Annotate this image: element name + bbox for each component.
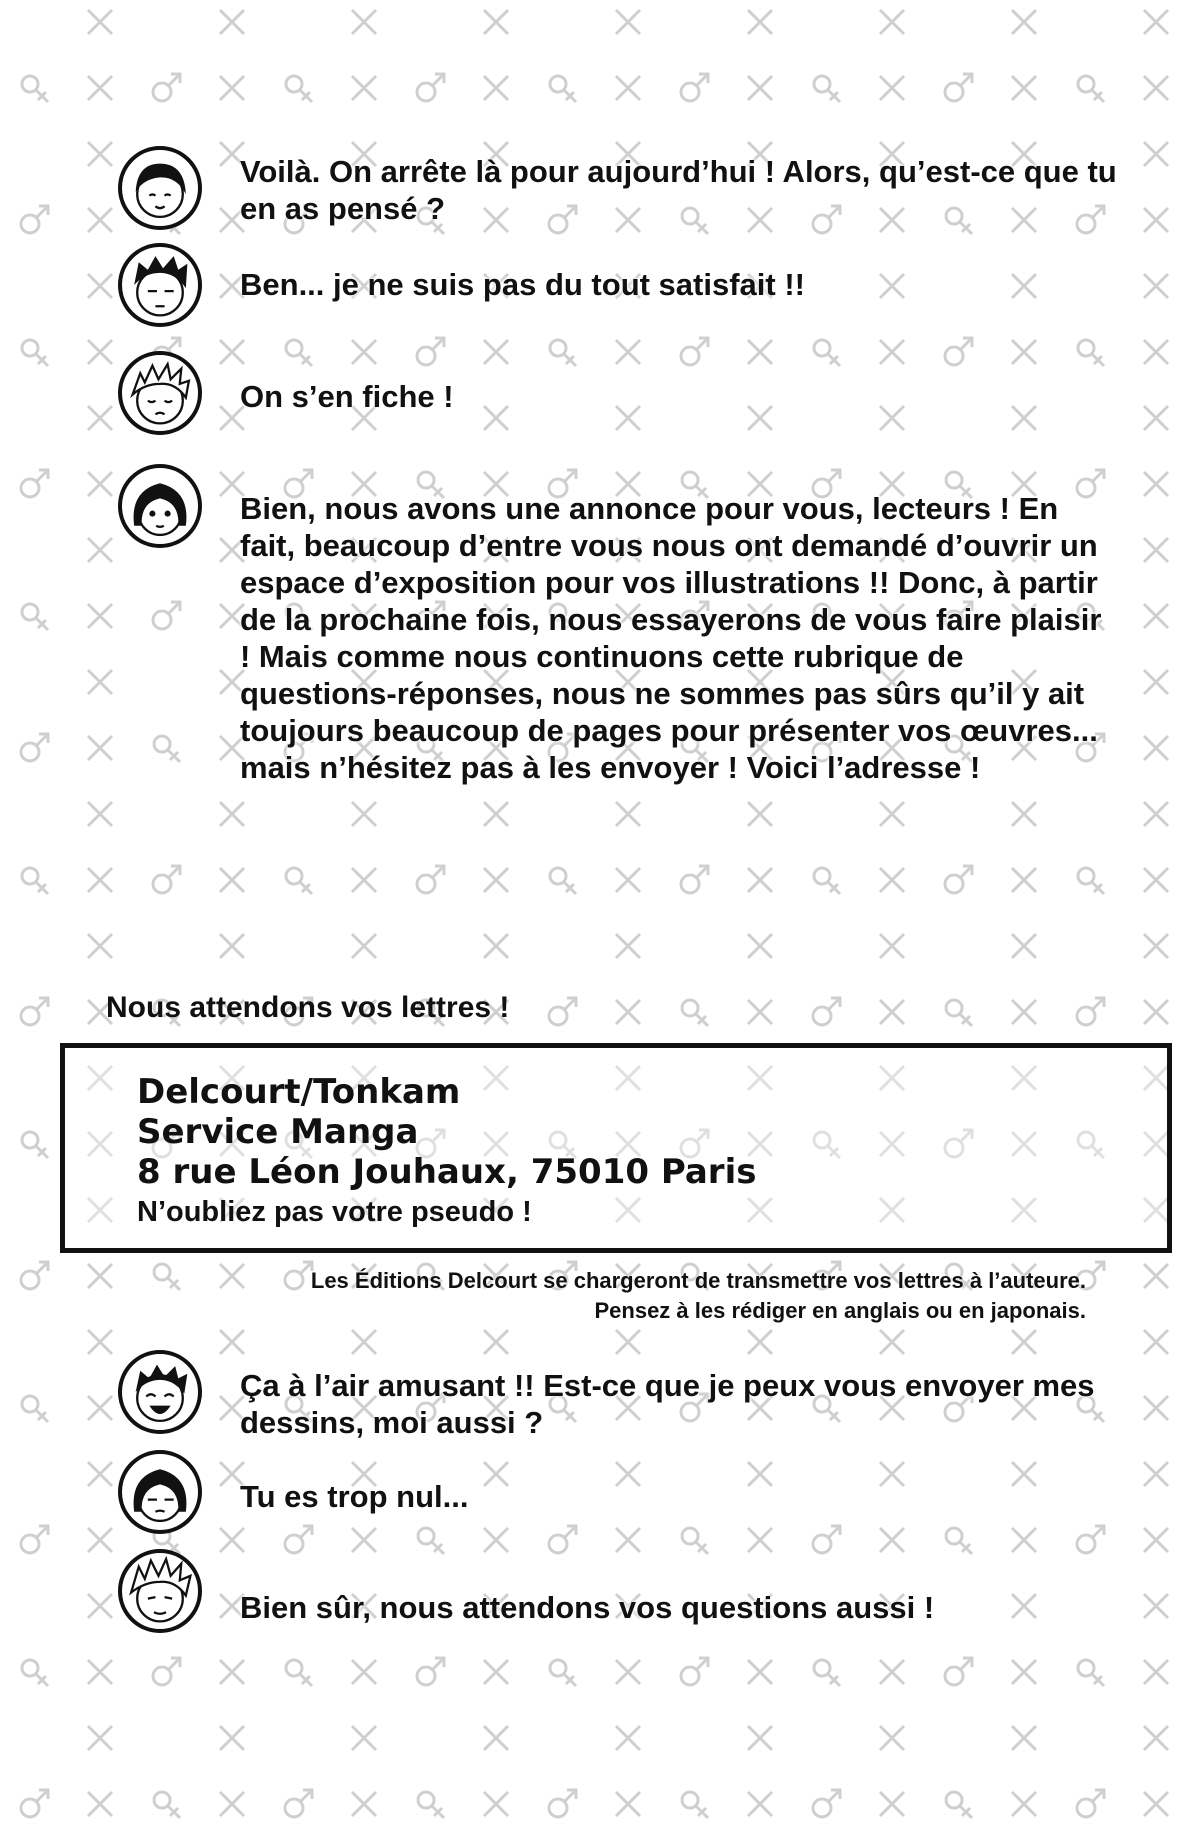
female-symbol-icon — [1078, 76, 1104, 102]
cross-icon — [220, 934, 244, 958]
cross-icon — [484, 934, 508, 958]
cross-icon — [484, 1660, 508, 1684]
female-symbol-icon — [550, 868, 576, 894]
cross-icon — [1012, 1792, 1036, 1816]
male-symbol-icon — [21, 1526, 48, 1553]
cross-icon — [220, 1264, 244, 1288]
cross-icon — [88, 406, 112, 430]
speech-text: On s’en fiche ! — [240, 379, 454, 414]
male-symbol-icon — [417, 338, 444, 365]
cross-icon — [352, 1330, 376, 1354]
male-symbol-icon — [285, 1790, 312, 1817]
male-symbol-icon — [681, 866, 708, 893]
cross-icon — [352, 76, 376, 100]
cross-icon — [880, 1330, 904, 1354]
girl-annoyed-avatar — [118, 1450, 202, 1534]
speech-text: Ça à l’air amusant !! Est-ce que je peux vous envoyer mes dessins, moi aussi ? — [240, 1368, 1095, 1440]
cross-icon — [1144, 208, 1168, 232]
cross-icon — [220, 1660, 244, 1684]
cross-icon — [88, 208, 112, 232]
female-symbol-icon — [22, 1660, 48, 1686]
cross-icon — [1012, 1726, 1036, 1750]
male-symbol-icon — [21, 1262, 48, 1289]
cross-icon — [880, 1726, 904, 1750]
cross-icon — [616, 340, 640, 364]
boy-spiky-hair-avatar — [118, 1549, 202, 1633]
cross-icon — [88, 142, 112, 166]
cross-icon — [748, 1330, 772, 1354]
cross-icon — [748, 1660, 772, 1684]
male-symbol-icon — [21, 1790, 48, 1817]
female-symbol-icon — [418, 1528, 444, 1554]
cross-icon — [880, 10, 904, 34]
female-symbol-icon — [286, 868, 312, 894]
female-symbol-icon — [682, 1528, 708, 1554]
cross-icon — [88, 1528, 112, 1552]
cross-icon — [748, 934, 772, 958]
cross-icon — [748, 1528, 772, 1552]
cross-icon — [88, 1660, 112, 1684]
male-symbol-icon — [681, 74, 708, 101]
cross-icon — [352, 934, 376, 958]
cross-icon — [616, 1528, 640, 1552]
cross-icon — [88, 1726, 112, 1750]
boy-serious-avatar — [118, 243, 202, 327]
female-symbol-icon — [154, 1792, 180, 1818]
cross-icon — [748, 340, 772, 364]
male-symbol-icon — [549, 1526, 576, 1553]
cross-icon — [1012, 934, 1036, 958]
cross-icon — [220, 1528, 244, 1552]
male-symbol-icon — [945, 338, 972, 365]
cross-icon — [484, 1726, 508, 1750]
cross-icon — [88, 604, 112, 628]
male-symbol-icon — [549, 998, 576, 1025]
cross-icon — [1144, 274, 1168, 298]
cross-icon — [88, 670, 112, 694]
male-symbol-icon — [285, 1262, 312, 1289]
female-symbol-icon — [814, 868, 840, 894]
female-symbol-icon — [22, 868, 48, 894]
boy-light-hair-avatar — [118, 351, 202, 435]
cross-icon — [88, 1330, 112, 1354]
cross-icon — [484, 1792, 508, 1816]
speech-text: Ben... je ne suis pas du tout satisfait !! — [240, 267, 805, 302]
cross-icon — [748, 1726, 772, 1750]
cross-icon — [1144, 1396, 1168, 1420]
cross-icon — [484, 802, 508, 826]
male-symbol-icon — [153, 1658, 180, 1685]
announcement-text: Bien, nous avons une annonce pour vous, lecteurs ! En fait, beaucoup d’entre vous nous ont demandé d’ouvrir un espace d’exposition pour vos illustrations !! Donc, à partir de la prochaine fois, nous essayerons de vous faire plaisir ! Mais comme nous continuons cette rubrique de questions-réponses, nous ne sommes pas sûrs qu’il y ait toujours beaucoup de pages pour présenter vos œuvres... mais n’hésitez pas à les envoyer ! Voici l’adresse ! — [240, 491, 1102, 785]
speech-text: Voilà. On arrête là pour aujourd’hui ! Alors, qu’est-ce que tu en as pensé ? — [240, 154, 1117, 226]
cross-icon — [1012, 1528, 1036, 1552]
cross-icon — [88, 1462, 112, 1486]
fine-print-transmission: Les Éditions Delcourt se chargeront de transmettre vos lettres à l’auteure. — [310, 1268, 1086, 1293]
cross-icon — [88, 1264, 112, 1288]
cross-icon — [352, 1726, 376, 1750]
female-symbol-icon — [682, 1792, 708, 1818]
cross-icon — [1012, 10, 1036, 34]
cross-icon — [484, 10, 508, 34]
cross-icon — [616, 934, 640, 958]
female-symbol-icon — [286, 76, 312, 102]
cross-icon — [1012, 1330, 1036, 1354]
cross-icon — [880, 802, 904, 826]
male-symbol-icon — [21, 206, 48, 233]
male-symbol-icon — [21, 734, 48, 761]
cross-icon — [88, 10, 112, 34]
cross-icon — [616, 1726, 640, 1750]
cross-icon — [616, 868, 640, 892]
fine-print-languages: Pensez à les rédiger en anglais ou en japonais. — [594, 1298, 1086, 1323]
cross-icon — [616, 76, 640, 100]
cross-icon — [616, 802, 640, 826]
cross-icon — [880, 1000, 904, 1024]
cross-icon — [352, 340, 376, 364]
address-box — [60, 1043, 1172, 1253]
cross-icon — [1144, 76, 1168, 100]
male-symbol-icon — [21, 998, 48, 1025]
cross-icon — [616, 1330, 640, 1354]
cross-icon — [1144, 340, 1168, 364]
female-symbol-icon — [550, 76, 576, 102]
male-symbol-icon — [1077, 998, 1104, 1025]
male-symbol-icon — [1077, 1790, 1104, 1817]
male-symbol-icon — [549, 1790, 576, 1817]
cross-icon — [88, 274, 112, 298]
female-symbol-icon — [1078, 1660, 1104, 1686]
cross-icon — [1144, 142, 1168, 166]
cross-icon — [880, 1660, 904, 1684]
cross-icon — [220, 10, 244, 34]
female-symbol-icon — [22, 340, 48, 366]
cross-icon — [1144, 868, 1168, 892]
female-symbol-icon — [22, 604, 48, 630]
cross-icon — [880, 934, 904, 958]
female-symbol-icon — [550, 340, 576, 366]
male-symbol-icon — [417, 866, 444, 893]
male-symbol-icon — [681, 338, 708, 365]
cross-icon — [484, 1528, 508, 1552]
cross-icon — [1144, 10, 1168, 34]
cross-icon — [1144, 802, 1168, 826]
cross-icon — [1144, 538, 1168, 562]
address-line-street: 8 rue Léon Jouhaux, 75010 Paris — [137, 1152, 757, 1192]
cross-icon — [352, 802, 376, 826]
address-line-publisher: Delcourt/Tonkam — [137, 1072, 461, 1112]
cross-icon — [88, 934, 112, 958]
cross-icon — [880, 76, 904, 100]
female-symbol-icon — [286, 1660, 312, 1686]
male-symbol-icon — [813, 1526, 840, 1553]
cross-icon — [616, 1000, 640, 1024]
male-symbol-icon — [945, 74, 972, 101]
male-symbol-icon — [813, 998, 840, 1025]
cross-icon — [220, 868, 244, 892]
cross-icon — [1144, 406, 1168, 430]
address-line-service: Service Manga — [137, 1112, 419, 1152]
female-symbol-icon — [682, 1000, 708, 1026]
cross-icon — [1012, 868, 1036, 892]
female-symbol-icon — [946, 1000, 972, 1026]
female-symbol-icon — [1078, 340, 1104, 366]
cross-icon — [1144, 736, 1168, 760]
cross-icon — [88, 340, 112, 364]
girl-bob-avatar — [118, 464, 202, 548]
male-symbol-icon — [945, 1658, 972, 1685]
speech-text: Bien sûr, nous attendons vos questions aussi ! — [240, 1590, 935, 1625]
cross-icon — [880, 868, 904, 892]
male-symbol-icon — [153, 74, 180, 101]
cross-icon — [1144, 1594, 1168, 1618]
cross-icon — [1144, 604, 1168, 628]
cross-icon — [88, 1396, 112, 1420]
cross-icon — [748, 1000, 772, 1024]
cross-icon — [352, 868, 376, 892]
cross-icon — [1012, 1000, 1036, 1024]
cross-icon — [1144, 934, 1168, 958]
male-symbol-icon — [681, 1658, 708, 1685]
cross-icon — [616, 10, 640, 34]
cross-icon — [352, 10, 376, 34]
male-symbol-icon — [417, 1658, 444, 1685]
cross-icon — [1012, 340, 1036, 364]
cross-icon — [220, 1330, 244, 1354]
cross-icon — [352, 1528, 376, 1552]
cross-icon — [748, 10, 772, 34]
female-symbol-icon — [286, 340, 312, 366]
cross-icon — [748, 868, 772, 892]
male-symbol-icon — [945, 866, 972, 893]
speech-text: Tu es trop nul... — [240, 1479, 469, 1514]
address-note: N’oubliez pas votre pseudo ! — [137, 1196, 532, 1228]
cross-icon — [88, 802, 112, 826]
cross-icon — [220, 1792, 244, 1816]
cross-icon — [1012, 76, 1036, 100]
cross-icon — [1144, 1000, 1168, 1024]
female-symbol-icon — [814, 340, 840, 366]
female-symbol-icon — [22, 1132, 48, 1158]
cross-icon — [880, 340, 904, 364]
cross-icon — [1144, 1330, 1168, 1354]
cross-icon — [220, 76, 244, 100]
female-symbol-icon — [550, 1660, 576, 1686]
female-symbol-icon — [946, 1528, 972, 1554]
cross-icon — [484, 340, 508, 364]
cross-icon — [1144, 1528, 1168, 1552]
female-symbol-icon — [154, 1264, 180, 1290]
female-symbol-icon — [418, 1792, 444, 1818]
cross-icon — [748, 76, 772, 100]
male-symbol-icon — [417, 74, 444, 101]
cross-icon — [1144, 1792, 1168, 1816]
cross-icon — [88, 472, 112, 496]
female-symbol-icon — [22, 76, 48, 102]
female-symbol-icon — [814, 76, 840, 102]
cross-icon — [748, 802, 772, 826]
cross-icon — [1144, 1462, 1168, 1486]
female-symbol-icon — [946, 1792, 972, 1818]
male-symbol-icon — [153, 602, 180, 629]
male-symbol-icon — [21, 470, 48, 497]
girl-short-hair-avatar — [118, 146, 202, 230]
cross-icon — [88, 868, 112, 892]
cross-icon — [1144, 1726, 1168, 1750]
cross-icon — [88, 538, 112, 562]
cross-icon — [220, 802, 244, 826]
letters-title: Nous attendons vos lettres ! — [106, 991, 510, 1024]
cross-icon — [220, 1726, 244, 1750]
cross-icon — [88, 1792, 112, 1816]
cross-icon — [352, 1660, 376, 1684]
cross-icon — [1144, 1264, 1168, 1288]
cross-icon — [220, 340, 244, 364]
female-symbol-icon — [814, 1660, 840, 1686]
cross-icon — [352, 1792, 376, 1816]
cross-icon — [616, 1792, 640, 1816]
cross-icon — [748, 1792, 772, 1816]
cross-icon — [880, 1792, 904, 1816]
cross-icon — [88, 76, 112, 100]
cross-icon — [484, 1330, 508, 1354]
cross-icon — [1012, 802, 1036, 826]
cross-icon — [484, 868, 508, 892]
cross-icon — [88, 1594, 112, 1618]
cross-icon — [1144, 670, 1168, 694]
male-symbol-icon — [813, 1790, 840, 1817]
male-symbol-icon — [153, 866, 180, 893]
cross-icon — [1144, 472, 1168, 496]
female-symbol-icon — [1078, 868, 1104, 894]
female-symbol-icon — [22, 1396, 48, 1422]
cross-icon — [1012, 1660, 1036, 1684]
cross-icon — [1144, 1660, 1168, 1684]
boy-laughing-avatar — [118, 1350, 202, 1434]
cross-icon — [484, 76, 508, 100]
cross-icon — [88, 736, 112, 760]
male-symbol-icon — [285, 1526, 312, 1553]
male-symbol-icon — [1077, 1526, 1104, 1553]
cross-icon — [880, 1528, 904, 1552]
cross-icon — [616, 1660, 640, 1684]
female-symbol-icon — [154, 736, 180, 762]
